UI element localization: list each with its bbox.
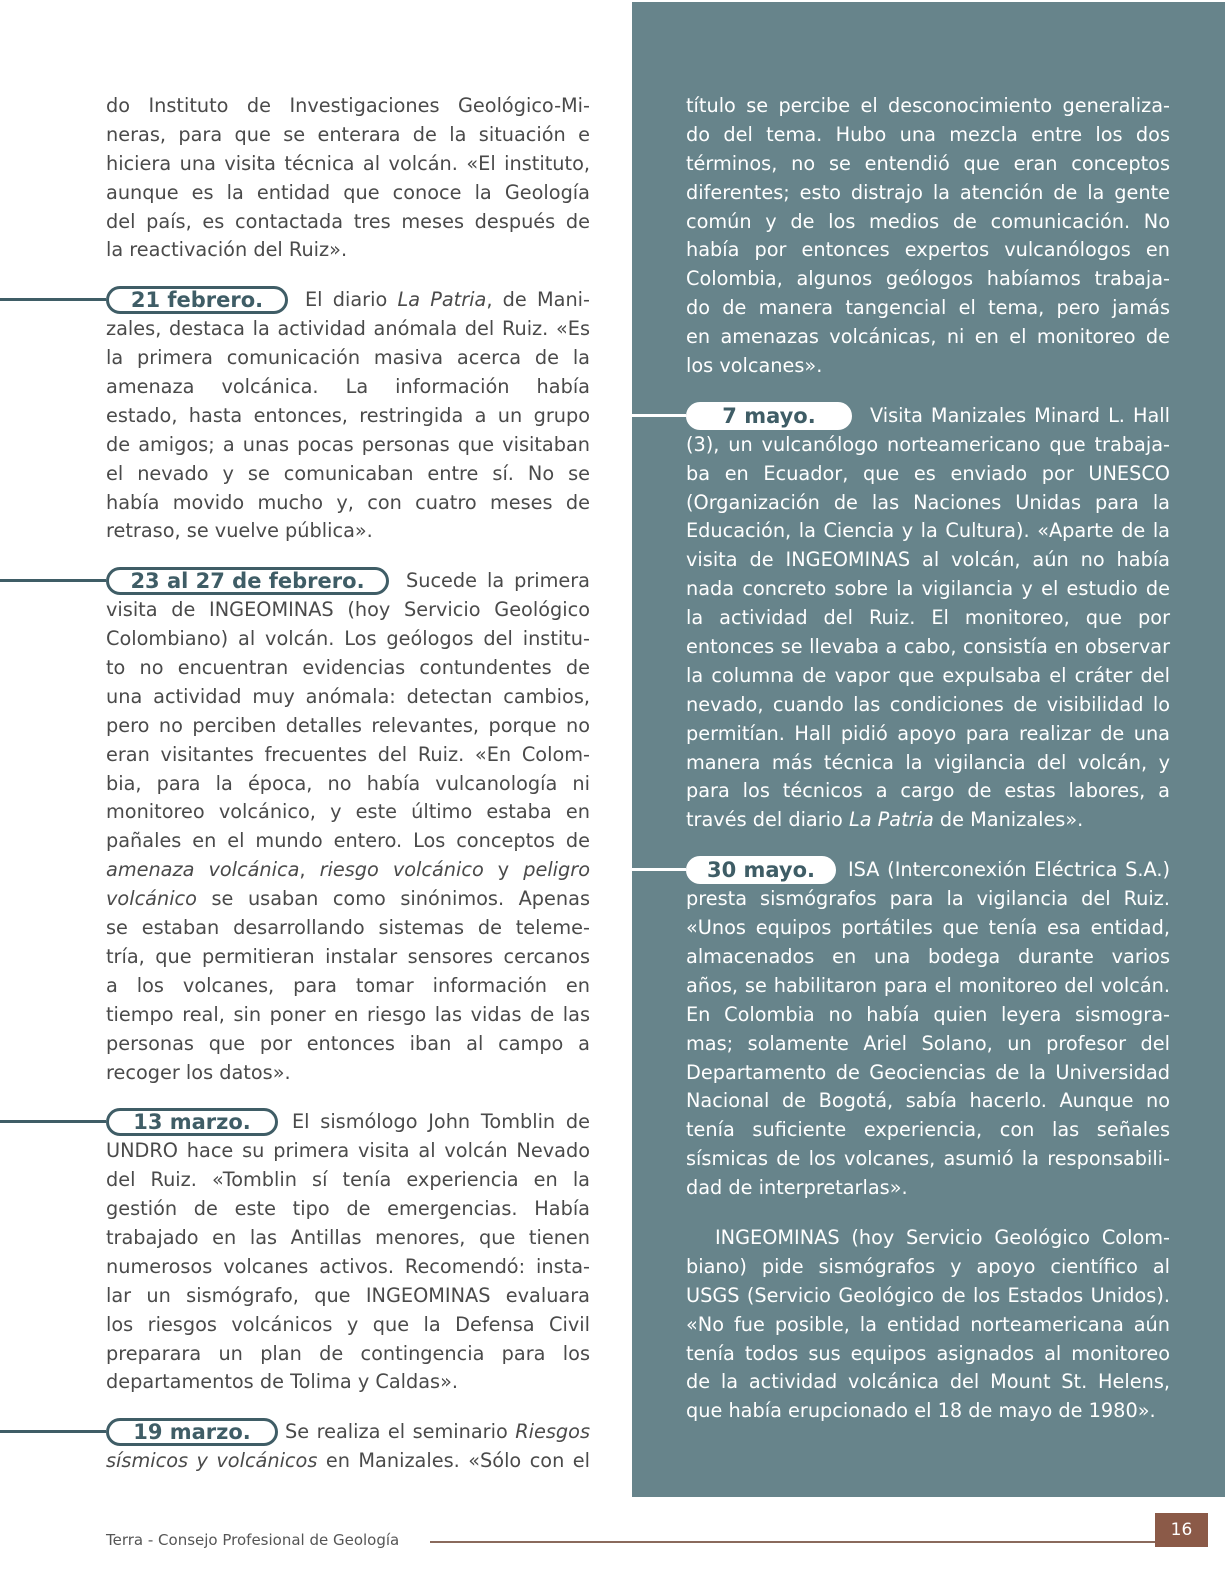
text-line: aunque es la entidad que conoce la Geología (106, 180, 590, 204)
page-number: 16 (1155, 1513, 1208, 1547)
text-line: Departamento de Geociencias de la Universidad (686, 1060, 1170, 1084)
text-line: tiempo real, sin poner en riesgo las vidas de las (106, 1002, 590, 1026)
timeline-entry (106, 286, 590, 546)
text-line: el nevado y se comunicaban entre sí. No se (106, 461, 590, 485)
date-tag: 13 marzo. (106, 1108, 278, 1136)
text-line: una actividad muy anómala: detectan cambios, (106, 684, 590, 708)
text-line: preparara un plan de contingencia para los (106, 1341, 590, 1365)
entry-lead: El sismólogo John Tomblin de (292, 1110, 590, 1134)
text-line: to no encuentran evidencias contundentes de (106, 656, 590, 680)
text-line: ba en Ecuador, que es enviado por UNESCO (686, 461, 1170, 485)
text-line: pañales en el mundo entero. Los conceptos de (106, 829, 590, 853)
text-line: numerosos volcanes activos. Recomendó: insta- (106, 1254, 590, 1278)
text-line: manera más técnica la vigilancia del volcán, y (686, 750, 1170, 774)
text-line: años, se habilitaron para el monitoreo del volcán. (686, 973, 1170, 997)
text-line: en amenazas volcánicas, ni en el monitoreo de (686, 325, 1170, 349)
text-line: «No fue posible, la entidad norteamericana aún (686, 1312, 1170, 1336)
text-line: diferentes; esto distrajo la atención de la gente (686, 180, 1170, 204)
entry-lead: El diario La Patria, de Mani- (305, 288, 590, 312)
text-line: sísmicos y volcánicos en Manizales. «Sólo con el (106, 1449, 590, 1473)
text-line: permitían. Hall pidió apoyo para realizar de una (686, 721, 1170, 745)
paragraph (106, 92, 590, 265)
date-tag: 21 febrero. (106, 286, 288, 314)
text-line: la columna de vapor que expulsaba el cráter del (686, 663, 1170, 687)
text-line: do Instituto de Investigaciones Geológico-Mi- (106, 94, 590, 117)
text-line: pero no perciben detalles relevantes, porque no (106, 713, 590, 737)
text-line: Educación, la Ciencia y la Cultura). «Aparte de la (686, 519, 1170, 543)
text-line: la reactivación del Ruiz». (106, 238, 348, 262)
text-line: (Organización de las Naciones Unidas para la (686, 490, 1170, 514)
text-line: nevado, cuando las condiciones de visibilidad lo (686, 692, 1170, 716)
entry-lead: Sucede la primera (406, 569, 590, 593)
text-line: del país, es contactada tres meses después de (106, 209, 590, 233)
text-line: (3), un vulcanólogo norteamericano que trabaja- (686, 432, 1170, 456)
text-line: del Ruiz. «Tomblin sí tenía experiencia en la (106, 1168, 590, 1192)
date-tag: 30 mayo. (686, 856, 836, 884)
text-line: eran visitantes frecuentes del Ruiz. «En Colom- (106, 742, 590, 766)
text-line: Colombiano) al volcán. Los geólogos del institu- (106, 627, 590, 651)
text-line: departamentos de Tolima y Caldas». (106, 1370, 459, 1394)
text-line: trabajado en las Antillas menores, que tienen (106, 1225, 590, 1249)
text-line: dad de interpretarlas». (686, 1176, 908, 1200)
text-line: almacenados en una bodega durante varios (686, 944, 1170, 968)
text-line: En Colombia no había quien leyera sismogra- (686, 1002, 1170, 1026)
entry-lead: Se realiza el seminario Riesgos (285, 1420, 590, 1444)
date-tag: 23 al 27 de febrero. (106, 567, 389, 595)
text-line: la actividad del Ruiz. El monitoreo, que por (686, 606, 1170, 630)
text-line: que había erupcionado el 18 de mayo de 1980». (686, 1399, 1156, 1423)
text-line: INGEOMINAS (hoy Servicio Geológico Colom- (715, 1225, 1170, 1249)
text-line: do de manera tangencial el tema, pero jamás (686, 296, 1170, 320)
text-line: visita de INGEOMINAS (hoy Servicio Geológico (106, 598, 590, 622)
text-line: había movido mucho y, con cuatro meses de (106, 490, 590, 514)
text-line: estado, hasta entonces, restringida a un grupo (106, 403, 590, 427)
text-line: de la actividad volcánica del Mount St. Helens, (686, 1370, 1170, 1394)
paragraph (686, 92, 1170, 381)
paragraph (686, 1224, 1170, 1426)
text-line: los riesgos volcánicos y que la Defensa Civil (106, 1312, 590, 1336)
text-line: nada concreto sobre la vigilancia y el estudio de (686, 577, 1170, 601)
text-line: Colombia, algunos geólogos habíamos trabaja- (686, 267, 1170, 291)
date-tag: 7 mayo. (686, 402, 852, 430)
text-line: personas que por entonces iban al campo a (106, 1031, 590, 1055)
text-line: tenía suficiente experiencia, con las señales (686, 1118, 1170, 1142)
text-line: amenaza volcánica. La información había (106, 375, 590, 399)
text-line: bia, para la época, no había vulcanología ni (106, 771, 590, 795)
timeline-entry (106, 1108, 590, 1397)
entry-lead: ISA (Interconexión Eléctrica S.A.) (848, 858, 1170, 882)
text-line: do del tema. Hubo una mezcla entre los dos (686, 122, 1170, 146)
text-line: recoger los datos». (106, 1060, 291, 1084)
text-line: tría, que permitieran instalar sensores cercanos (106, 944, 590, 968)
timeline-entry (686, 402, 1170, 835)
text-line: de amigos; a unas pocas personas que visitaban (106, 432, 590, 456)
text-line: la primera comunicación masiva acerca de la (106, 346, 590, 370)
text-line: común y de los medios de comunicación. No (686, 209, 1170, 233)
text-line: se estaban desarrollando sistemas de teleme- (106, 916, 590, 940)
text-line: volcánico se usaban como sinónimos. Apenas (106, 887, 590, 911)
text-line: sísmicas de los volcanes, asumió la responsabili- (686, 1147, 1170, 1171)
text-line: amenaza volcánica, riesgo volcánico y peligro (106, 858, 590, 882)
text-line: mas; solamente Ariel Solano, un profesor del (686, 1031, 1170, 1055)
text-line: hiciera una visita técnica al volcán. «El instituto, (106, 151, 590, 175)
text-line: tenía todos sus equipos asignados al monitoreo (686, 1341, 1170, 1365)
text-line: retraso, se vuelve pública». (106, 519, 373, 543)
text-line: había por entonces expertos vulcanólogos en (686, 238, 1170, 262)
entry-lead: Visita Manizales Minard L. Hall (870, 403, 1170, 427)
text-line: los volcanes». (686, 354, 823, 378)
text-line: UNDRO hace su primera visita al volcán Nevado (106, 1139, 590, 1163)
timeline-entry (106, 1418, 590, 1476)
text-line: visita de INGEOMINAS al volcán, aún no había (686, 548, 1170, 572)
text-line: para los técnicos a cargo de estas labores, a (686, 779, 1170, 803)
text-line: «Unos equipos portátiles que tenía esa entidad, (686, 916, 1170, 940)
timeline-entry (106, 567, 590, 1087)
text-line: presta sismógrafos para la vigilancia del Ruiz. (686, 887, 1170, 911)
text-line: biano) pide sismógrafos y apoyo científico al (686, 1254, 1170, 1278)
text-line: términos, no se entendió que eran conceptos (686, 151, 1170, 175)
timeline-entry (686, 856, 1170, 1203)
text-line: entonces se llevaba a cabo, consistía en observar (686, 635, 1170, 659)
text-line: USGS (Servicio Geológico de los Estados Unidos). (686, 1283, 1170, 1307)
text-line: Nacional de Bogotá, sabía hacerlo. Aunque no (686, 1089, 1170, 1113)
text-line: a los volcanes, para tomar información en (106, 973, 590, 997)
text-line: neras, para que se enterara de la situación e (106, 122, 590, 146)
right-column (686, 92, 1170, 1426)
footer-rule (430, 1541, 1156, 1543)
left-column (106, 92, 590, 1476)
text-line: gestión de este tipo de emergencias. Había (106, 1197, 590, 1221)
text-line: monitoreo volcánico, y este último estaba en (106, 800, 590, 824)
text-line: lar un sismógrafo, que INGEOMINAS evaluara (106, 1283, 590, 1307)
date-tag: 19 marzo. (106, 1418, 278, 1446)
text-line: zales, destaca la actividad anómala del Ruiz. «Es (106, 317, 590, 341)
text-line: través del diario La Patria de Manizales». (686, 808, 1084, 832)
text-line: título se percibe el desconocimiento generaliza- (686, 94, 1170, 117)
footer-publication: Terra - Consejo Profesional de Geología (106, 1531, 400, 1549)
